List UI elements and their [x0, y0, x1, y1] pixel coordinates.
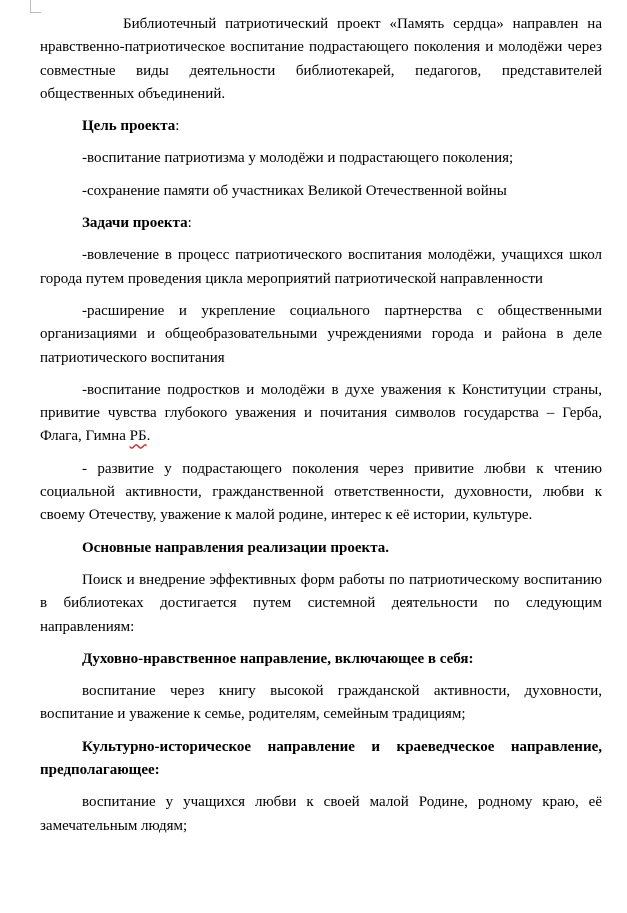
spiritual-heading: Духовно-нравственное направление, включающее в себя: — [82, 650, 474, 667]
task-item: -вовлечение в процесс патриотического воспитания молодёжи, учащихся школ города путем проведения цикла мероприятий патриотической направленности — [40, 247, 602, 287]
cultural-text: воспитание у учащихся любви к своей малой Родине, родному краю, её замечательным людям; — [40, 794, 602, 834]
directions-intro: Поиск и внедрение эффективных форм работы по патриотическому воспитанию в библиотеках достигается путем системной деятельности по следующим направлениям: — [40, 571, 602, 635]
spiritual-text: воспитание через книгу высокой гражданской активности, духовности, воспитание и уважение к семье, родителям, семейным традициям; — [40, 683, 602, 723]
goal-heading-colon: : — [175, 118, 180, 135]
task-item-end: . — [146, 428, 151, 445]
page-corner-mark — [30, 0, 41, 13]
tasks-heading-colon: : — [187, 215, 192, 232]
goal-item: -сохранение памяти об участниках Великой Отечественной войны — [82, 182, 507, 199]
tasks-heading-paragraph — [40, 212, 602, 235]
goal-item: -воспитание патриотизма у молодёжи и подрастающего поколения; — [82, 150, 514, 167]
task-item: - развитие у подрастающего поколения через привитие любви к чтению социальной активности, гражданственной ответственности, духовности, любви к своему Отечеству, уважение к малой родине, интерес к её истории, культуре. — [40, 460, 602, 524]
goal-heading: Цель проекта — [82, 118, 176, 135]
tasks-heading: Задачи проекта — [82, 215, 188, 232]
task-item-text: -воспитание подростков и молодёжи в духе уважения к Конституции страны, привитие чувства глубокого уважения и почитания символов государства – Герба, Флага, Гимна — [40, 381, 602, 445]
goal-heading-paragraph — [40, 115, 602, 138]
task-item — [40, 379, 602, 449]
document-body — [40, 13, 602, 838]
task-item: -расширение и укрепление социального партнерства с общественными организациями и общеобразовательными учреждениями города и района в деле патриотического воспитания — [40, 302, 602, 366]
intro-paragraph: Библиотечный патриотический проект «Память сердца» направлен на нравственно-патриотическое воспитание подрастающего поколения и молодёжи через совместные виды деятельности библиотекарей, педагогов, представителей общественных объединений. — [40, 16, 602, 102]
spellcheck-abbrev: РБ — [129, 428, 147, 445]
directions-heading: Основные направления реализации проекта. — [82, 539, 389, 556]
cultural-heading: Культурно-историческое направление и краеведческое направление, предполагающее: — [40, 738, 602, 779]
